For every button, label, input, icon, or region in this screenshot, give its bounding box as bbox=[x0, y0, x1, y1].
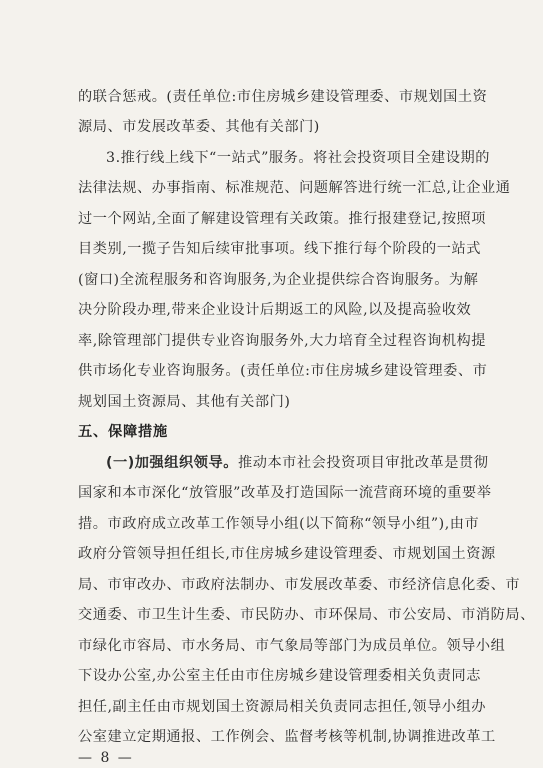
body-text-line: 担任,副主任由市规划国土资源局相关负责同志担任,领导小组办 bbox=[78, 699, 487, 715]
body-text-line: 局、市审改办、市政府法制办、市发展改革委、市经济信息化委、市 bbox=[78, 577, 521, 593]
body-text-line: 政府分管领导担任组长,市住房城乡建设管理委、市规划国土资源 bbox=[78, 546, 496, 562]
body-text-line: 过一个网站,全面了解建设管理有关政策。推行报建登记,按照项 bbox=[78, 211, 487, 227]
body-text-line: 率,除管理部门提供专业咨询服务外,大力培育全过程咨询机构提 bbox=[78, 333, 487, 349]
body-text-line: 国家和本市深化“放管服”改革及打造国际一流营商环境的重要举 bbox=[78, 485, 492, 501]
paragraph-first-line bbox=[106, 453, 489, 473]
body-text-line: 市绿化市容局、市水务局、市气象局等部门为成员单位。领导小组 bbox=[78, 638, 506, 654]
body-text-line: 公室建立定期通报、工作例会、监督考核等机制,协调推进改革工 bbox=[78, 729, 496, 745]
body-text-span: 推动本市社会投资项目审批改革是贯彻 bbox=[237, 455, 489, 471]
body-text-line: 下设办公室,办公室主任由市住房城乡建设管理委相关负责同志 bbox=[78, 668, 481, 684]
body-text-line: 措。市政府成立改革工作领导小组(以下简称“领导小组”),由市 bbox=[78, 516, 480, 532]
body-text-line: 的联合惩戒。(责任单位:市住房城乡建设管理委、市规划国土资 bbox=[78, 89, 488, 105]
section-heading: 五、保障措施 bbox=[78, 424, 168, 440]
body-text-line: 3.推行线上线下“一站式”服务。将社会投资项目全建设期的 bbox=[106, 150, 490, 166]
body-text-line: 供市场化专业咨询服务。(责任单位:市住房城乡建设管理委、市 bbox=[78, 363, 488, 379]
body-text-line: 法律法规、办事指南、标准规范、问题解答进行统一汇总,让企业通 bbox=[78, 180, 511, 196]
page-number: — 8 — bbox=[78, 750, 134, 766]
body-text-line: (窗口)全流程服务和咨询服务,为企业提供综合咨询服务。为解 bbox=[78, 272, 479, 288]
body-text-line: 源局、市发展改革委、其他有关部门) bbox=[78, 119, 320, 135]
body-text-line: 目类别,一揽子告知后续审批事项。线下推行每个阶段的一站式 bbox=[78, 241, 481, 257]
body-text-line: 交通委、市卫生计生委、市民防办、市环保局、市公安局、市消防局、 bbox=[78, 607, 535, 623]
body-text-line: 决分阶段办理,带来企业设计后期返工的风险,以及提高验收效 bbox=[78, 302, 472, 318]
subsection-heading: (一)加强组织领导。 bbox=[106, 455, 238, 471]
body-text-line: 规划国土资源局、其他有关部门) bbox=[78, 394, 291, 410]
